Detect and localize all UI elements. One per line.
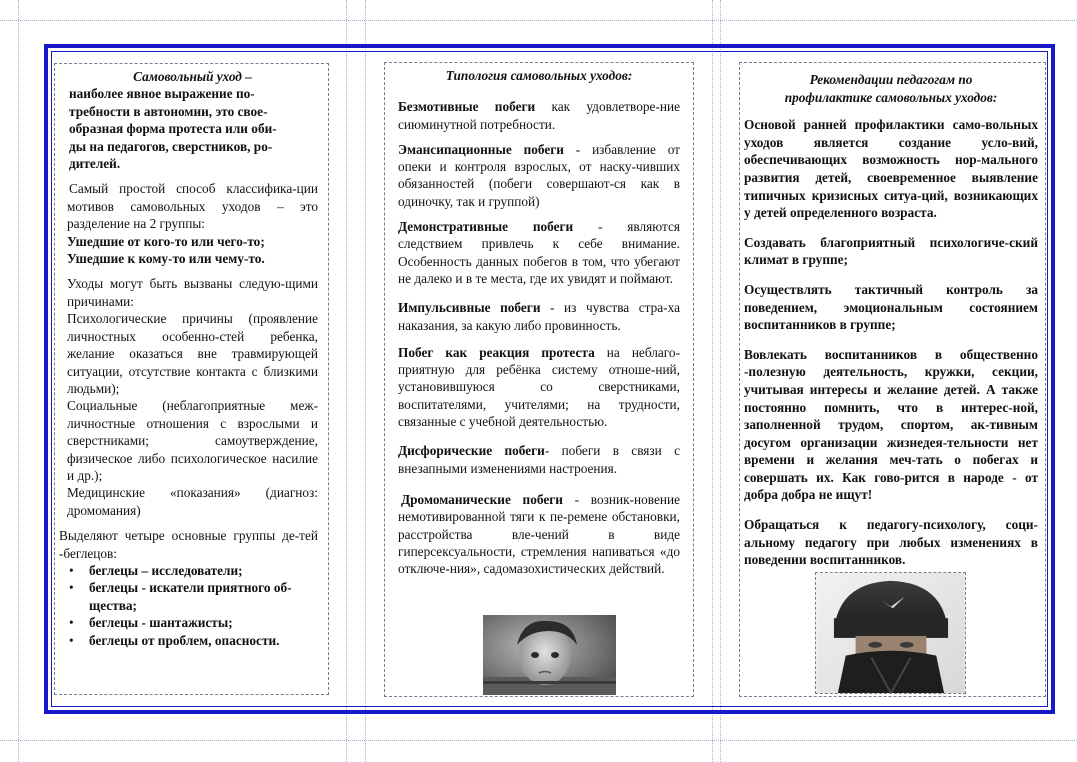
col2-item: Дромоманические побеги - возник-новение немотивированной тяги к пе-ремене обстановки, расстройства вле-чений в виде гиперсексуальности, стремления напиваться «до отключе-ния», садомазохистических действий. xyxy=(398,491,680,577)
col1-psych-reasons: Психологические причины (проявление личностных особенно-стей ребенка, желание оказаться вне травмирующей ситуации, отсутствие контакта с близкими людьми); xyxy=(67,311,318,396)
col1-title-line: ды на педагогов, сверстников, ро- xyxy=(69,138,273,154)
col3-paragraph: Создавать благоприятный психологиче-ский климат в группе; xyxy=(744,234,1038,268)
list-item: • беглецы – исследователи; xyxy=(69,562,243,578)
col1-title: Самовольный уход – xyxy=(133,69,252,84)
list-item: • беглецы - искатели приятного об-щества; xyxy=(69,580,292,613)
col3-paragraph: Вовлекать воспитанников в общественно -полезную деятельность, кружки, секции, учитывая интересы и желание детей. А также постоянно помнить, что в интерес-ной, заполненной трудом, спортом, ак-тивным досугом организации жизнедея-тельности нет времени и желания меч-тать о побегах и совершать их. Как гово-рится в народе - от добра добра не ищут! xyxy=(744,346,1038,503)
child-photo xyxy=(483,615,616,695)
col2-item: Импульсивные побеги - из чувства стра-ха наказания, за какую либо провинность. xyxy=(398,300,680,333)
page-guide xyxy=(18,0,19,762)
col1-group-2: Ушедшие к кому-то или чему-то. xyxy=(67,251,265,267)
col1-groups-paragraph: Выделяют четыре основные группы де-тей -беглецов: xyxy=(59,528,318,561)
col3-paragraph: Осуществлять тактичный контроль за поведением, эмоциональным состоянием воспитанников в группе; xyxy=(744,281,1038,333)
col1-title-line: требности в автономии, это свое- xyxy=(69,103,268,119)
col3-title xyxy=(744,71,1038,106)
col1-medical-reasons: Медицинские «показания» (диагноз: дромомания) xyxy=(67,485,318,518)
bullet-icon: • xyxy=(69,580,74,596)
list-item: • беглецы - шантажисты; xyxy=(69,615,233,631)
col1-reasons-paragraph: Уходы могут быть вызваны следую-щими причинами: xyxy=(67,276,318,309)
col3-title-line: Рекомендации педагогам по xyxy=(809,72,973,87)
bullet-icon: • xyxy=(69,632,74,648)
col1-group-1: Ушедшие от кого-то или чего-то; xyxy=(67,233,265,249)
bullet-icon: • xyxy=(69,562,74,578)
col1-social-reasons: Социальные (неблагоприятные меж-личностные отношения с взрослыми и сверстниками; самоутверждение, физическое либо психологическое насилие и др.); xyxy=(67,398,318,483)
list-item: • беглецы от проблем, опасности. xyxy=(69,632,280,648)
col3-paragraph: Основой ранней профилактики само-вольных уходов является создание усло-вий, обеспечивающих возможность нор-мального развития детей, своевременное выявление типичных кризисных ситуа-ций, возникающих у детей определенного возраста. xyxy=(744,117,1038,221)
column-1 xyxy=(54,63,329,695)
col3-title-line: профилактике самовольных уходов: xyxy=(784,89,998,105)
col1-classify-paragraph: Самый простой способ классифика-ции мотивов самовольных уходов – это разделение на 2 группы: xyxy=(67,181,318,232)
col1-title-line: дителей. xyxy=(69,156,121,172)
col1-title-line: наиболее явное выражение по- xyxy=(69,86,255,102)
col2-item: Эмансипационные побеги - избавление от опеки и контроля взрослых, от наску-чивших обязанностей (побеги совершают-ся как в одиночку, так и группой) xyxy=(398,141,680,209)
col1-title-block xyxy=(67,85,318,172)
col2-item: Дисфорические побеги- побеги в связи с внезапными изменениями настроения. xyxy=(398,443,680,476)
col1-title-line: образная форма протеста или оби- xyxy=(69,121,277,137)
column-2 xyxy=(384,62,694,697)
col2-title: Типология самовольных уходов: xyxy=(445,68,633,83)
bullet-icon: • xyxy=(69,615,74,631)
page-guide xyxy=(0,740,1077,741)
col3-paragraph: Обращаться к педагогу-психологу, соци-альному педагогу при любых изменениях в поведении воспитанников. xyxy=(744,517,1038,568)
col2-item: Побег как реакция протеста на неблаго-приятную для ребёнка систему отноше-ний, установившуюся со сверстниками, воспитателями, учителями; на трудности, связанные с учебной деятельностью. xyxy=(398,344,681,430)
col1-bullet-list xyxy=(67,562,318,649)
col2-item: Безмотивные побеги как удовлетворе-ние сиюминутной потребности. xyxy=(398,99,680,132)
page-guide xyxy=(0,20,1077,21)
col2-item: Демонстративные побеги - являются следствием привлечь к себе внимание. Особенность данных побегов в том, что убегают не далеко и в те места, где их увидят и поймают. xyxy=(398,219,680,286)
teen-photo xyxy=(815,572,966,694)
